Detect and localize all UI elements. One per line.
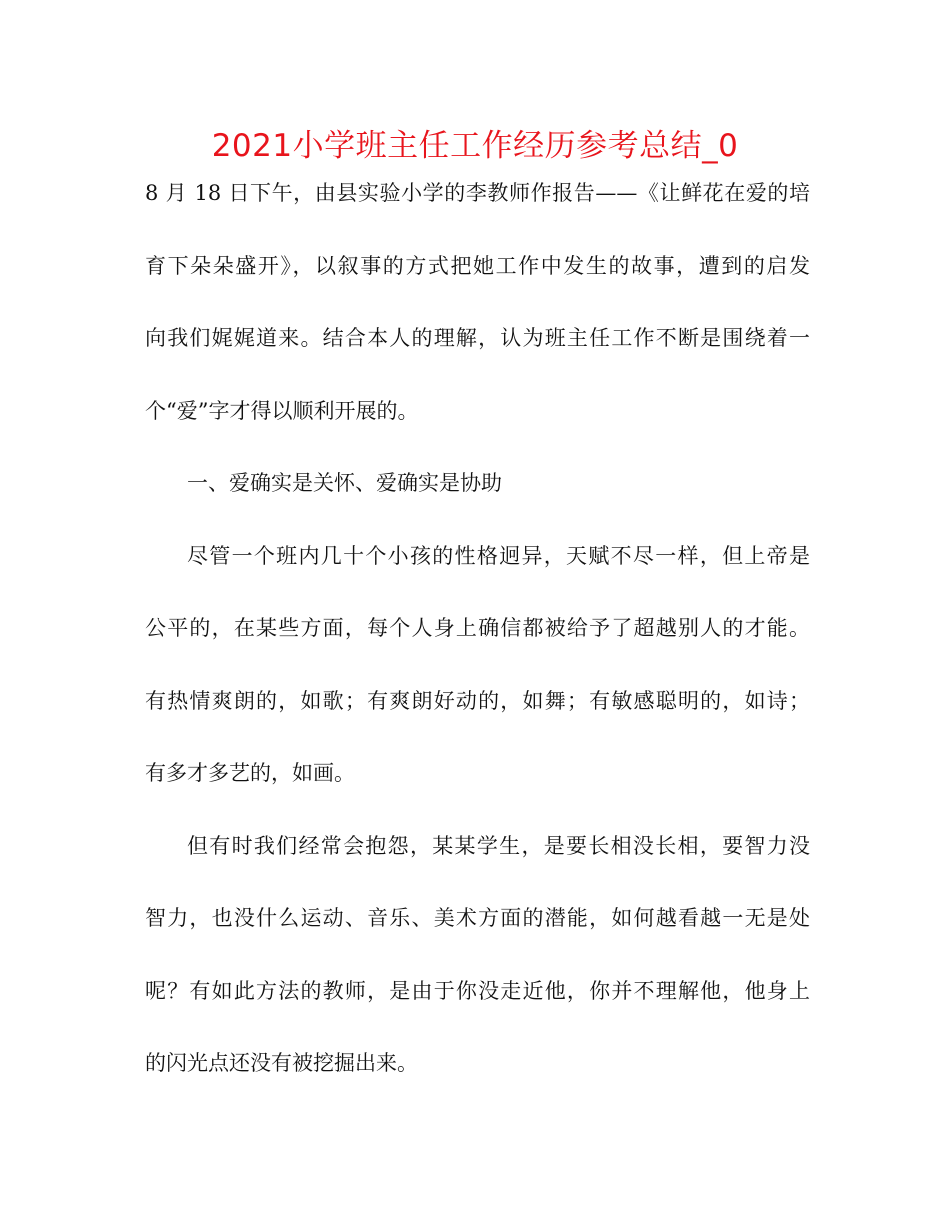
paragraph-line: 育下朵朵盛开》，以叙事的方式把她工作中发生的故事，遭到的启发: [145, 253, 810, 278]
paragraph-line: 8 月 18 日下午，由县实验小学的李教师作报告——《让鲜花在爱的培: [145, 181, 810, 205]
paragraph-line: 向我们娓娓道来。结合本人的理解，认为班主任工作不断是围绕着一: [145, 326, 810, 350]
paragraph-line: 尽管一个班内几十个小孩的性格迥异，天赋不尽一样，但上帝是: [187, 543, 810, 568]
paragraph-line: 的闪光点还没有被挖掘出来。: [145, 1051, 418, 1075]
paragraph-line: 呢？有如此方法的教师，是由于你没走近他，你并不理解他，他身上: [145, 978, 810, 1003]
paragraph-line: 智力，也没什么运动、音乐、美术方面的潜能，如何越看越一无是处: [145, 906, 810, 930]
paragraph-line: 但有时我们经常会抱怨，某某学生，是要长相没长相，要智力没: [187, 833, 810, 858]
document-title: 2021小学班主任工作经历参考总结_0: [211, 128, 739, 164]
document-body: [145, 175, 810, 1118]
paragraph-line: 有热情爽朗的，如歌；有爽朗好动的，如舞；有敏感聪明的，如诗；: [145, 688, 810, 713]
paragraph-line: 有多才多艺的，如画。: [145, 761, 355, 785]
paragraph-line: 公平的，在某些方面，每个人身上确信都被给予了超越别人的才能。: [145, 616, 810, 640]
paragraph-line: 个“爱”字才得以顺利开展的。: [145, 398, 419, 423]
section-heading: 一、爱确实是关怀、爱确实是协助: [187, 471, 502, 495]
